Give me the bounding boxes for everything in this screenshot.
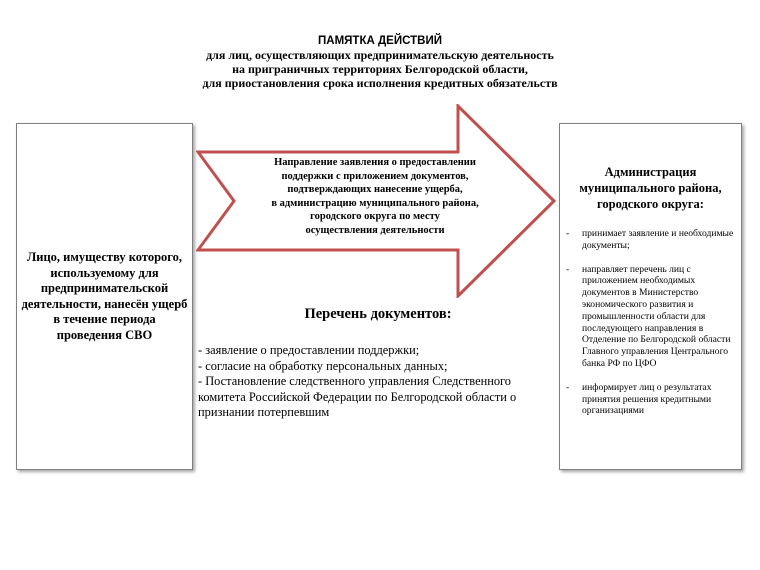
list-item: - Постановление следственного управления Следственного комитета Российской Федерации по Белгородской области о признании потерпевшим bbox=[198, 374, 517, 420]
list-item: - согласие на обработку персональных данных; bbox=[198, 358, 448, 373]
administration-duties-list bbox=[560, 228, 741, 417]
dash-bullet: - bbox=[566, 381, 570, 393]
dash-bullet: - bbox=[566, 228, 570, 239]
dash-bullet: - bbox=[566, 263, 570, 275]
arrow-text-line: осуществления деятельности bbox=[305, 224, 445, 236]
documents-list bbox=[198, 343, 548, 421]
applicant-box bbox=[16, 123, 193, 470]
memo-title: ПАМЯТКА ДЕЙСТВИЙ bbox=[318, 35, 442, 47]
header bbox=[0, 34, 760, 90]
administration-title: Администрация муниципального района, городского округа: bbox=[579, 165, 722, 211]
arrow-text-line: в администрацию муниципального района, bbox=[271, 197, 479, 209]
arrow-text bbox=[232, 156, 518, 237]
list-item bbox=[566, 264, 735, 370]
memo-subtitle-line-1: для лиц, осуществляющих предпринимательскую деятельность bbox=[206, 48, 554, 62]
arrow-text-line: городского округа по месту bbox=[310, 211, 440, 222]
list-item: - заявление о предоставлении поддержки; bbox=[198, 343, 420, 357]
arrow-text-line: поддержки с приложением документов, bbox=[281, 170, 469, 182]
duty-text: принимает заявление и необходимые документы; bbox=[582, 228, 734, 251]
memo-subtitle-line-3: для приостановления срока исполнения кредитных обязательств bbox=[202, 76, 558, 90]
applicant-text: Лицо, имуществу которого, используемому для предпринимательской деятельности, нанесён ущерб в течение периода проведения СВО bbox=[21, 250, 188, 342]
arrow-text-line: подтверждающих нанесение ущерба, bbox=[287, 184, 463, 195]
administration-box bbox=[559, 123, 742, 470]
memo-subtitle-line-2: на приграничных территориях Белгородской области, bbox=[232, 62, 528, 76]
duty-text: информирует лиц о результатах принятия решения кредитными организациями bbox=[582, 381, 712, 417]
list-item bbox=[566, 228, 735, 252]
list-item bbox=[566, 382, 735, 417]
documents-title: Перечень документов: bbox=[304, 306, 452, 322]
duty-text: направляет перечень лиц с приложением необходимых документов в Министерство экономического развития и промышленности области для последующего направления в Отделение по Белгородской области Главного управления Центрального банка РФ по ЦФО bbox=[582, 263, 731, 369]
arrow-text-line: Направление заявления о предоставлении bbox=[274, 157, 476, 168]
